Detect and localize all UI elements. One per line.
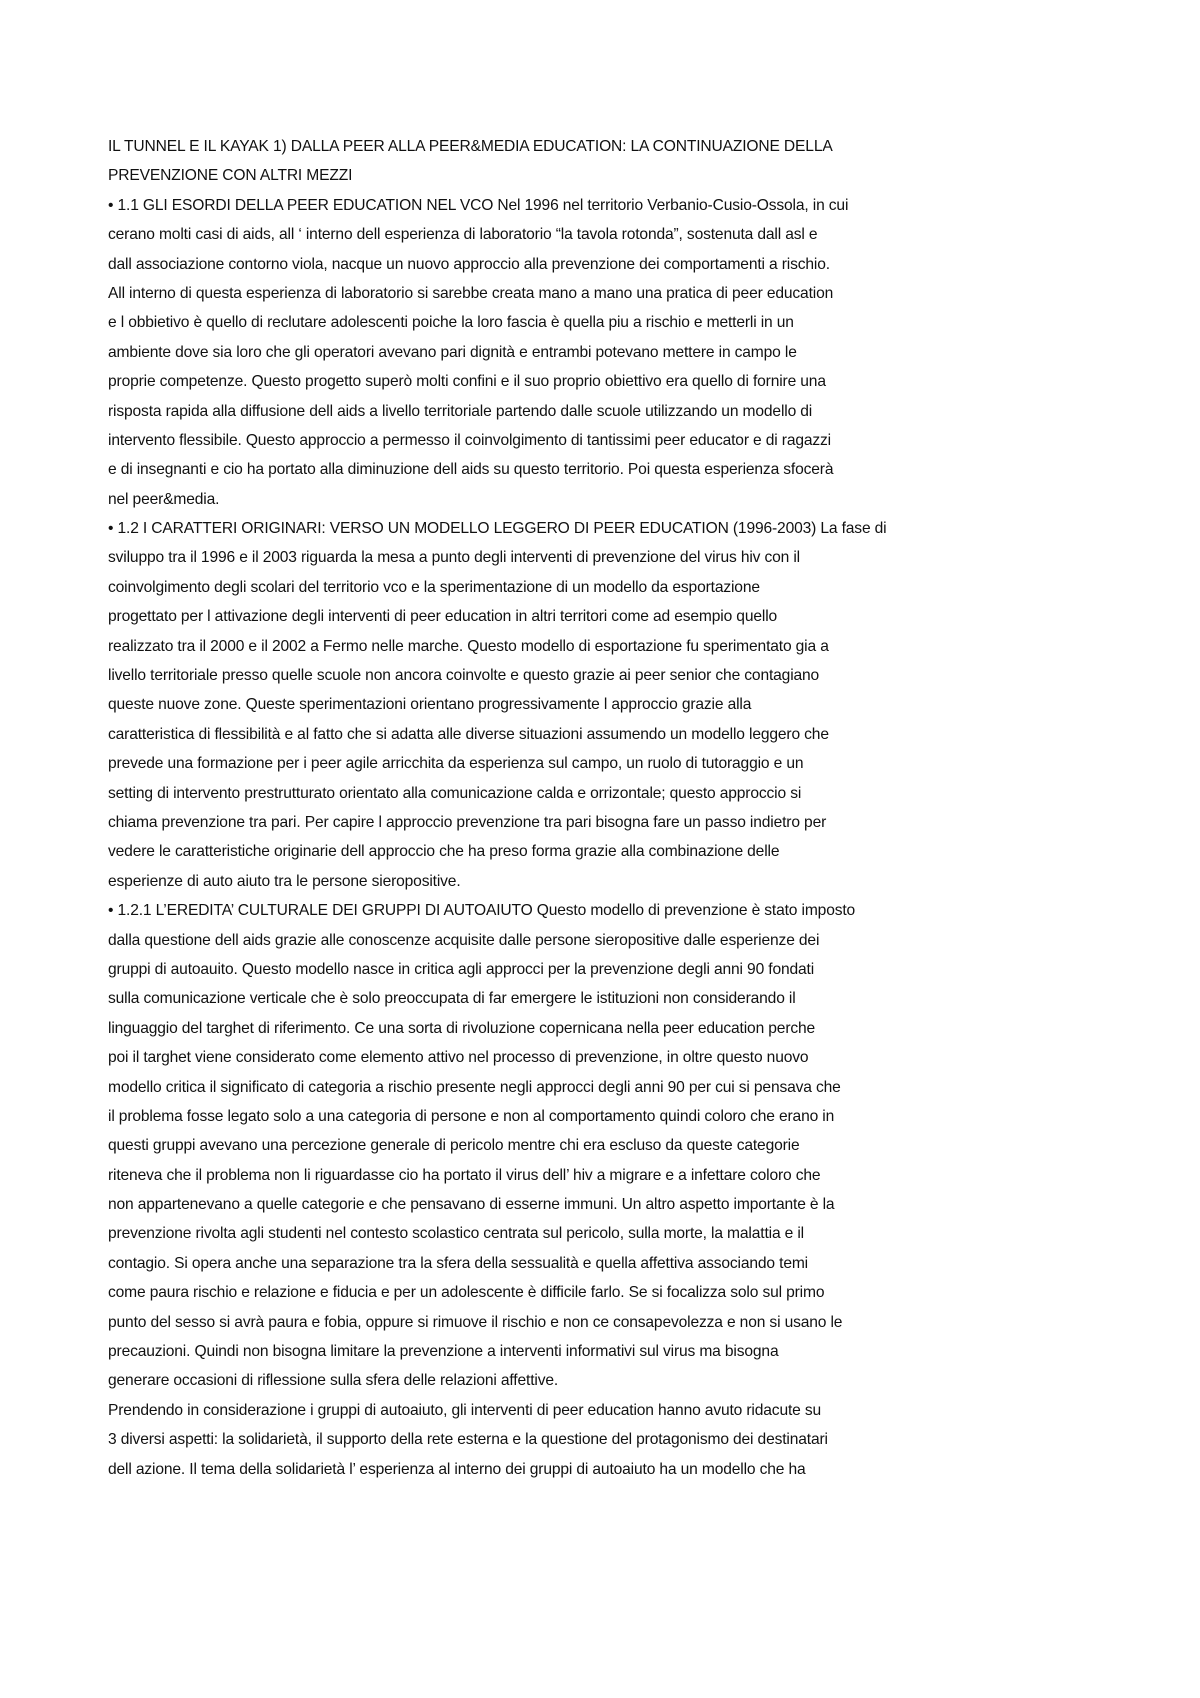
document-page <box>108 132 1028 1484</box>
text-line: caratteristica di flessibilità e al fatto che si adatta alle diverse situazioni assumendo un modello leggero che <box>108 725 829 743</box>
text-line: • 1.2.1 L’EREDITA’ CULTURALE DEI GRUPPI DI AUTOAIUTO Questo modello di prevenzione è stato imposto <box>108 902 856 920</box>
text-line: IL TUNNEL E IL KAYAK 1) DALLA PEER ALLA PEER&MEDIA EDUCATION: LA CONTINUAZIONE DELLA <box>108 138 833 155</box>
text-line: generare occasioni di riflessione sulla sfera delle relazioni affettive. <box>108 1372 559 1390</box>
text-line: esperienze di auto aiuto tra le persone sieropositive. <box>108 872 461 890</box>
text-line: setting di intervento prestrutturato orientato alla comunicazione calda e orrizontale; questo approccio si <box>108 784 802 802</box>
text-line: punto del sesso si avrà paura e fobia, oppure si rimuove il rischio e non ce consapevolezza e non si usano le <box>108 1313 843 1331</box>
text-line: prevenzione rivolta agli studenti nel contesto scolastico centrata sul pericolo, sulla morte, la malattia e il <box>108 1225 804 1243</box>
text-line: il problema fosse legato solo a una categoria di persone e non al comportamento quindi coloro che erano in <box>108 1107 835 1125</box>
text-line: coinvolgimento degli scolari del territorio vco e la sperimentazione di un modello da esportazione <box>108 578 760 596</box>
text-line: chiama prevenzione tra pari. Per capire l approccio prevenzione tra pari bisogna fare un passo indietro per <box>108 813 827 831</box>
text-line: 3 diversi aspetti: la solidarietà, il supporto della rete esterna e la questione del protagonismo dei destinatari <box>108 1431 828 1449</box>
text-line: cerano molti casi di aids, all ‘ interno dell esperienza di laboratorio “la tavola rotonda”, sostenuta dall asl e <box>108 226 818 244</box>
text-line: risposta rapida alla diffusione dell aids a livello territoriale partendo dalle scuole utilizzando un modello di <box>108 402 813 420</box>
text-line: contagio. Si opera anche una separazione tra la sfera della sessualità e quella affettiva associando temi <box>108 1254 808 1272</box>
text-line: livello territoriale presso quelle scuole non ancora coinvolte e questo grazie ai peer senior che contagiano <box>108 667 820 685</box>
text-line: prevede una formazione per i peer agile arricchita da esperienza sul campo, un ruolo di tutoraggio e un <box>108 755 804 773</box>
text-line: e l obbietivo è quello di reclutare adolescenti poiche la loro fascia è quella piu a rischio e metterli in un <box>108 314 794 332</box>
text-line: riteneva che il problema non li riguardasse cio ha portato il virus dell’ hiv a migrare e a infettare coloro che <box>108 1166 821 1184</box>
text-line: modello critica il significato di categoria a rischio presente negli approcci degli anni 90 per cui si pensava che <box>108 1078 841 1096</box>
text-line: proprie competenze. Questo progetto superò molti confini e il suo proprio obiettivo era quello di fornire una <box>108 373 826 391</box>
text-line: linguaggio del targhet di riferimento. Ce una sorta di rivoluzione copernicana nella peer education perche <box>108 1019 816 1037</box>
text-line: nel peer&media. <box>108 490 220 508</box>
text-line: non appartenevano a quelle categorie e che pensavano di esserne immuni. Un altro aspetto importante è la <box>108 1196 835 1214</box>
text-line: ambiente dove sia loro che gli operatori avevano pari dignità e entrambi potevano mettere in campo le <box>108 343 797 361</box>
text-line: intervento flessibile. Questo approccio a permesso il coinvolgimento di tantissimi peer educator e di ragazzi <box>108 431 831 449</box>
text-line: Prendendo in considerazione i gruppi di autoaiuto, gli interventi di peer education hanno avuto ridacute su <box>108 1401 822 1419</box>
text-line: • 1.2 I CARATTERI ORIGINARI: VERSO UN MODELLO LEGGERO DI PEER EDUCATION (1996-2003) La fase di <box>108 520 887 538</box>
text-line: dall associazione contorno viola, nacque un nuovo approccio alla prevenzione dei comportamenti a rischio. <box>108 255 830 273</box>
text-line: realizzato tra il 2000 e il 2002 a Fermo nelle marche. Questo modello di esportazione fu sperimentato gia a <box>108 637 829 655</box>
text-line: dell azione. Il tema della solidarietà l’ esperienza al interno dei gruppi di autoaiuto ha un modello che ha <box>108 1460 806 1478</box>
text-line: sviluppo tra il 1996 e il 2003 riguarda la mesa a punto degli interventi di prevenzione del virus hiv con il <box>108 549 800 567</box>
text-line: All interno di questa esperienza di laboratorio si sarebbe creata mano a mano una pratica di peer education <box>108 284 834 302</box>
text-line: progettato per l attivazione degli interventi di peer education in altri territori come ad esempio quello <box>108 608 778 626</box>
text-line: e di insegnanti e cio ha portato alla diminuzione dell aids su questo territorio. Poi questa esperienza sfocerà <box>108 461 834 479</box>
text-line: gruppi di autoauito. Questo modello nasce in critica agli approcci per la prevenzione degli anni 90 fondati <box>108 960 815 978</box>
text-line: questi gruppi avevano una percezione generale di pericolo mentre chi era escluso da queste categorie <box>108 1137 800 1155</box>
text-line: precauzioni. Quindi non bisogna limitare la prevenzione a interventi informativi sul virus ma bisogna <box>108 1343 779 1361</box>
text-line: queste nuove zone. Queste sperimentazioni orientano progressivamente l approccio grazie alla <box>108 696 752 714</box>
text-line: come paura rischio e relazione e fiducia e per un adolescente è difficile farlo. Se si focalizza solo sul primo <box>108 1284 825 1302</box>
text-line: sulla comunicazione verticale che è solo preoccupata di far emergere le istituzioni non considerando il <box>108 990 796 1008</box>
text-line: • 1.1 GLI ESORDI DELLA PEER EDUCATION NEL VCO Nel 1996 nel territorio Verbanio-Cusio-Ossola, in cui <box>108 196 849 214</box>
text-line: vedere le caratteristiche originarie dell approccio che ha preso forma grazie alla combinazione delle <box>108 843 780 861</box>
text-line: PREVENZIONE CON ALTRI MEZZI <box>108 167 353 185</box>
text-line: dalla questione dell aids grazie alle conoscenze acquisite dalle persone sieropositive dalle esperienze dei <box>108 931 820 949</box>
text-line: poi il targhet viene considerato come elemento attivo nel processo di prevenzione, in oltre questo nuovo <box>108 1049 809 1067</box>
